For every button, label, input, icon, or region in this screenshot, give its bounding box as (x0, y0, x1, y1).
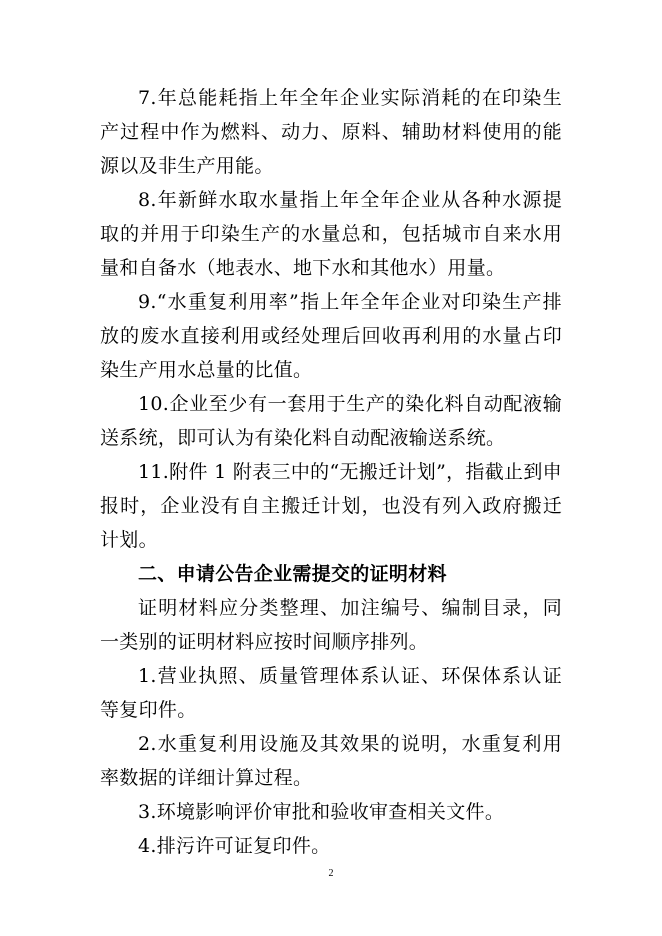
page-number: 2 (328, 868, 334, 879)
paragraph-proof-intro: 证明材料应分类整理、加注编号、编制目录，同一类别的证明材料应按时间顺序排列。 (100, 597, 562, 653)
page-body (100, 81, 562, 863)
paragraph-no-relocation-plan: 11.附件 1 附表三中的“无搬迁计划”，指截止到申报时，企业没有自主搬迁计划，也没有列入政府搬迁计划。 (100, 461, 562, 551)
list-item-discharge-permit: 4.排污许可证复印件。 (138, 835, 331, 857)
list-item-water-reuse-facility: 2.水重复利用设施及其效果的说明，水重复利用率数据的详细计算过程。 (100, 733, 562, 789)
list-item-business-license: 1.营业执照、质量管理体系认证、环保体系认证等复印件。 (100, 665, 562, 721)
paragraph-auto-dosing-system: 10.企业至少有一套用于生产的染化料自动配液输送系统，即可认为有染化料自动配液输送系统。 (100, 393, 562, 449)
paragraph-fresh-water: 8.年新鲜水取水量指上年全年企业从各种水源提取的并用于印染生产的水量总和，包括城市自来水用量和自备水（地表水、地下水和其他水）用量。 (100, 189, 562, 279)
paragraph-water-reuse-rate: 9.“水重复利用率”指上年全年企业对印染生产排放的废水直接利用或经处理后回收再利用的水量占印染生产用水总量的比值。 (100, 291, 562, 381)
section-heading-proof-materials: 二、申请公告企业需提交的证明材料 (138, 563, 447, 585)
list-item-environmental-assessment: 3.环境影响评价审批和验收审查相关文件。 (138, 801, 505, 823)
paragraph-total-energy: 7.年总能耗指上年全年企业实际消耗的在印染生产过程中作为燃料、动力、原料、辅助材料使用的能源以及非生产用能。 (100, 87, 562, 177)
